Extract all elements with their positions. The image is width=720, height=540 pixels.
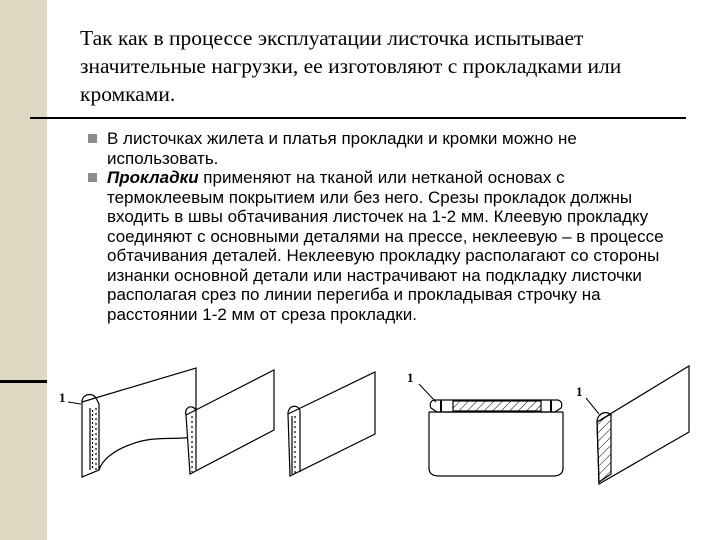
square-bullet-icon (88, 134, 97, 143)
square-bullet-icon (88, 173, 97, 182)
bullet-text: применяют на тканой или нетканой основах с термоклеевым покрытием или без него. Срезы прокладок должны входить в швы обтачивания листочек на 1-2 мм. Клеевую прокладку соединяют с основными деталями на прессе, неклеевую – в процессе обтачивания деталей. Неклеевую прокладку располагают со стороны изнанки основной детали или настрачивают на подкладку листочки располагая срез по линии перегиба и прокладывая строчку на расстоянии 1-2 мм от среза прокладки. (107, 168, 664, 324)
slide-title: Так как в процессе эксплуатации листочка испытывает значительные нагрузки, ее изготовляют с прокладками или кромками. (80, 26, 622, 106)
title-divider (30, 117, 686, 119)
bullet-item (86, 168, 686, 324)
left-decor-rule (0, 380, 47, 383)
callout-label: 1 (576, 384, 583, 399)
callout-label: 1 (407, 370, 414, 385)
welt-section-drawing (403, 356, 697, 494)
figure-welt-panels-left (52, 352, 390, 494)
left-decor-band (0, 0, 47, 540)
callout-label: 1 (59, 390, 66, 405)
figure-welt-section-right (403, 356, 697, 494)
bullet-text: В листочках жилета и платья прокладки и кромки можно не использовать. (107, 129, 577, 168)
welt-panels-drawing (52, 352, 390, 494)
bullet-list (86, 129, 686, 324)
bullet-item (86, 129, 686, 168)
bullet-lead-term: Прокладки (107, 168, 199, 187)
